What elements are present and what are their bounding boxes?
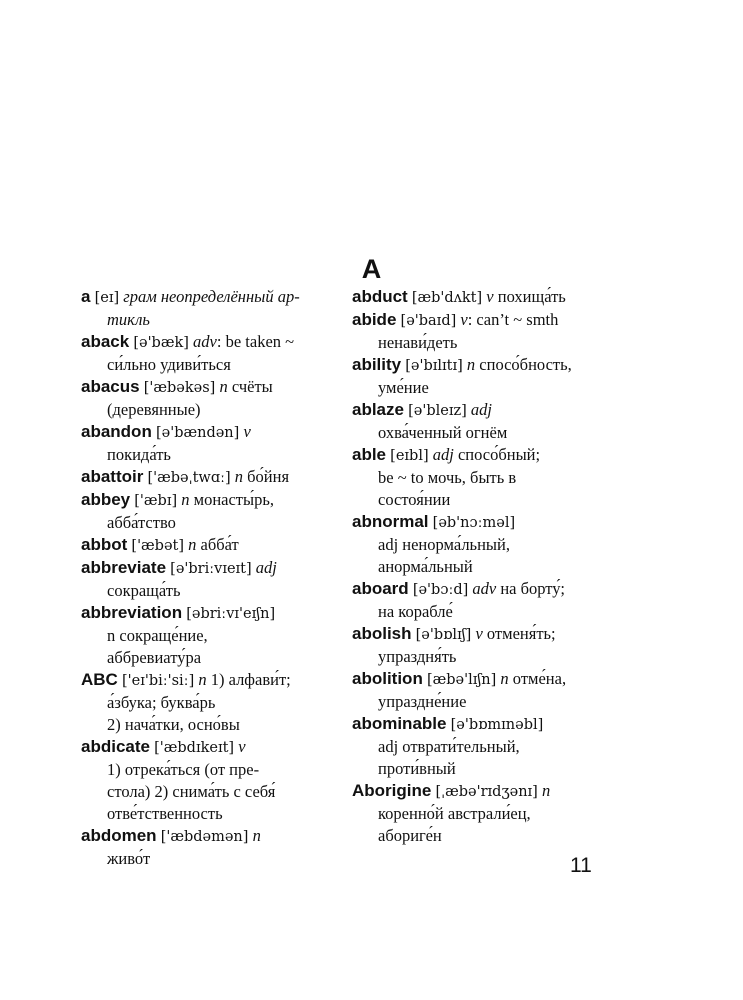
dictionary-entry [81,331,341,376]
entry-transcription: ['æbɪ] [134,493,178,509]
entry-definition: счёты (деревянные) [107,377,273,419]
entry-definition: adj отврати́тельный, проти́вный [378,737,520,778]
entry-transcription: ['æbdɪkeɪt] [154,740,235,756]
entry-grammar-label: adj [255,558,277,577]
dictionary-entry [81,534,341,557]
entry-definition: 1) алфави́т; а́збука; буква́рь 2) нача́тки, осно́вы [107,670,291,734]
entry-headword: abolition [352,669,423,688]
dictionary-entry [352,444,612,511]
entry-transcription: [eɪbl] [390,448,429,464]
entry-headword: a [81,287,91,306]
entry-grammar-label: n [188,535,197,554]
entry-headword: abbreviation [81,603,183,622]
entry-headword: abbey [81,490,131,509]
dictionary-entry [81,376,341,421]
entry-grammar-label: n [198,670,207,689]
entry-grammar-label: n [541,781,551,800]
entry-transcription: ['æbdəmən] [160,829,249,845]
entry-definition: отме́на, упраздне́ние [378,669,567,711]
entry-grammar-label: n [181,490,190,509]
section-letter: A [361,254,382,284]
dictionary-entry [81,602,341,669]
dictionary-entry [81,421,341,466]
entry-headword: abacus [81,377,140,396]
dictionary-entry [81,736,341,825]
entry-transcription: [ə'bɒmɪnəbl] [450,717,544,733]
entry-transcription: [ə'bɪlɪtɪ] [405,358,463,374]
entry-transcription: [ə'bændən] [155,425,240,441]
dictionary-entry [352,511,612,578]
entry-definition: коренно́й австрали́ец, абориге́н [378,804,531,845]
entry-headword: ablaze [352,400,404,419]
dictionary-entry [81,825,341,870]
entry-definition: спосо́бный; be ~ to мочь, быть в состоя́нии [378,445,541,509]
entry-headword: abbot [81,535,128,554]
entry-transcription: [əb'nɔːməl] [432,515,516,531]
entry-definition: охва́ченный огнём [378,423,508,442]
entry-headword: aboard [352,579,409,598]
entry-grammar-label: n [500,669,509,688]
entry-transcription: [æbə'lɪʃn] [426,672,497,688]
entry-definition: сокраща́ть [107,581,181,600]
entry-definition: на борту́; на корабле́ [378,579,565,621]
entry-definition: adj ненорма́льный, анорма́льный [378,535,510,576]
entry-definition: n сокраще́ние, аббревиату́ра [107,626,208,667]
entry-definition: отменя́ть; упраздня́ть [378,624,556,666]
entry-transcription: [æb'dʌkt] [411,290,483,306]
entry-headword: abnormal [352,512,429,531]
entry-grammar-label: v [486,287,494,306]
dictionary-entry [81,557,341,602]
entry-transcription: ['æbət] [131,538,185,554]
entry-headword: Aborigine [352,781,432,800]
entry-headword: ABC [81,670,118,689]
entry-headword: abattoir [81,467,144,486]
entry-grammar-label: adj [470,400,492,419]
entry-grammar-label: adj [432,445,454,464]
dictionary-entry [352,286,612,309]
entry-transcription: [ə'bɒlɪʃ] [415,627,472,643]
dictionary-entry [352,578,612,623]
dictionary-entry [352,668,612,713]
entry-grammar-label: n [219,377,228,396]
entry-grammar-label: грам неопределённый ар- тикль [107,287,300,329]
entry-transcription: [ə'baɪd] [400,313,457,329]
dictionary-entry [81,466,341,489]
dictionary-entry [352,309,612,354]
right-column [352,286,612,847]
dictionary-entry [81,286,341,331]
entry-headword: abolish [352,624,412,643]
entry-headword: aback [81,332,130,351]
dictionary-entry [81,489,341,534]
entry-transcription: ['æbəkəs] [143,380,216,396]
entry-grammar-label: v [243,422,251,441]
entry-grammar-label: v [238,737,246,756]
left-column [81,286,341,870]
entry-grammar-label: v [460,310,468,329]
entry-definition: живо́т [107,849,151,868]
dictionary-entry [352,713,612,780]
entry-definition: спосо́бность, уме́ние [378,355,572,397]
entry-grammar-label: adv [193,332,217,351]
entry-definition: похища́ть [493,287,566,306]
entry-transcription: ['eɪ'biː'siː] [121,673,195,689]
page-number: 11 [570,854,592,877]
entry-transcription: ['æbəˌtwɑː] [147,470,231,486]
entry-definition: покида́ть [107,445,171,464]
entry-definition: монасты́рь, абба́тство [107,490,274,532]
entry-definition: абба́т [196,535,239,554]
entry-definition: 1) отрека́ться (от пре- стола) 2) снима́ть с себя́ отве́тственность [107,760,276,823]
dictionary-entry [352,780,612,847]
entry-definition: бо́йня [243,467,290,486]
entry-transcription: [əbriːvɪ'eɪʃn] [186,606,276,622]
entry-headword: abominable [352,714,447,733]
entry-headword: abduct [352,287,408,306]
entry-grammar-label: n [466,355,476,374]
entry-headword: abbreviate [81,558,167,577]
entry-headword: abandon [81,422,152,441]
entry-transcription: [eɪ] [94,290,120,306]
entry-grammar-label: n [234,467,244,486]
entry-transcription: [ˌæbə'rɪdʒənɪ] [435,784,538,800]
entry-transcription: [ə'bæk] [133,335,189,351]
dictionary-entry [81,669,341,736]
entry-headword: abdomen [81,826,157,845]
entry-grammar-label: v [475,624,483,643]
entry-headword: abide [352,310,397,329]
dictionary-entry [352,399,612,444]
entry-transcription: [ə'briːvɪeɪt] [170,561,252,577]
entry-transcription: [ə'bleɪz] [408,403,467,419]
entry-transcription: [ə'bɔːd] [412,582,469,598]
entry-definition: : can’t ~ smth ненави́деть [378,310,559,352]
entry-headword: able [352,445,387,464]
dictionary-entry [352,354,612,399]
dictionary-entry [352,623,612,668]
entry-headword: abdicate [81,737,150,756]
entry-grammar-label: adv [472,579,497,598]
entry-definition: : be taken ~ си́льно удиви́ться [107,332,295,374]
entry-headword: ability [352,355,402,374]
entry-grammar-label: n [252,826,261,845]
